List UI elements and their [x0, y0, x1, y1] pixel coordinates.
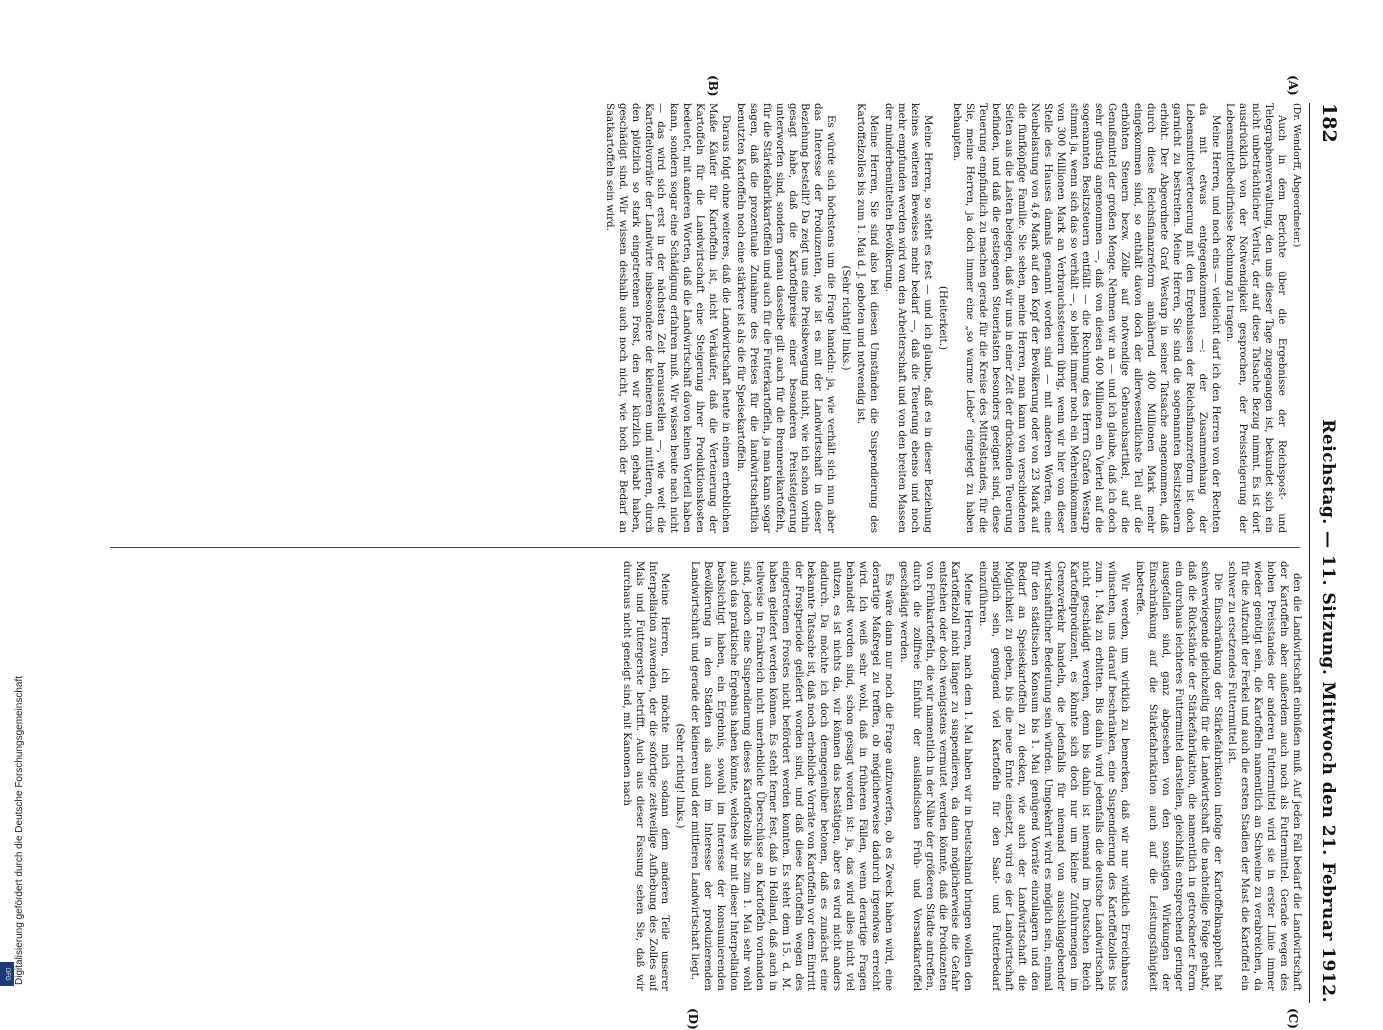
margin-marker-c: (C): [1286, 1008, 1300, 1029]
page-number: 182: [1318, 103, 1340, 143]
footer-strip: [0, 0, 14, 1000]
interjection: (Sehr richtig! links.): [674, 723, 686, 829]
paragraph: Meine Herren, Sie sind also bei diesen Umständen die Suspendierung des Kartoffelzolles bis zum 1. Mai d. J. geboten und notwendig ist.: [855, 103, 879, 533]
column-divider: [110, 547, 1300, 548]
left-column: [107, 103, 1302, 533]
paragraph: Meine Herren, und noch eins — vielleicht darf ich den Herren von der Rechten da mit etwas entgegenkommen —: der Zusammenhang der Lebensmittelverteuerung mit den Ergebnissen der Reichsfinanzreform ist doch garnicht zu bestreiten. Meine Herren, Sie sind die sogenannten Besitzsteuern erhöht. Der Abgeordnete Graf Westarp in seiner Tatsache angenommen, daß durch diese Reichsfinanzreform annähernd 400 Millionen Mark mehr eingekommen sind, so enthält davon doch der allerwesentlichste Teil auf die erhöhten Steuern bezw. Zölle auf notwendige Gebrauchsartikel, auf die Genußmittel der großen Menge. Nehmen wir an — und ich glaube, daß ich doch sehr günstig angenommen —, daß von diesen 400 Millionen ein Viertel auf die sogenannten Besitzsteuern entfällt — die Rechnung des Herrn Grafen Westarp stimmt ja, wenn sich das so verhält —, so bleibt immer noch ein Mehreinkommen von 300 Millionen Mark an Verbrauchssteuern übrig, wenn wir hier von dieser Stelle des Hauses damals genannt worden sind — mit anderen Worten, eine Neubelastung von 4,6 Mark auf den Kopf der Bevölkerung oder von 23 Mark auf die fünfköpfige Familie. Sie sehen, meine Herren, man kann von verschiedenen Seiten aus die Lasten belegen, daß wir uns in einer Zeit der drückenden Teuerung befinden, und daß die gestiegenen Steuerlasten besonders geeignet sind, diese Teuerung empfindlich zu machen gerade für die Kreise des Mittelstandes, für die Sie, meine Herren, ja doch immer eine „so warme Liebe“ eingelegt zu haben behaupten.: [951, 103, 1221, 533]
margin-marker-d: (D): [686, 1008, 700, 1030]
page-header: [1309, 103, 1340, 1003]
paragraph: Die Einschränkung der Stärkefabrikation infolge der Kartoffelknappheit hat schwerwiegende gleichzeitig für die Landwirtschaft die nachteilige Folge gehabt, daß die Rückstände der Stärkefabrikation, die namentlich in getrockneter Form ein durchaus leichteres Futtermittel darstellen, gleichfalls entsprechend geringer ausgefallen sind, ganz abgesehen von den sonstigen Wirkungen der Einschränkung auf die Stärkefabrikation auch auf die Leistungsfähigkeit inbetreffe.: [1134, 561, 1223, 991]
paragraph: Wir werden, um wirklich zu bemerken, daß wir nur wirklich Erreichbares wünschen, uns darauf beschränken, eine Suspendierung des Kartoffelzolles bis zum 1. Mai zu erbitten. Bis dahin wird jedenfalls die deutsche Landwirtschaft nicht geschädigt werden, denn bis dahin ist niemand im Deutschen Reich Kartoffelproduzent, es könnte sich doch nur um kleine Zufuhrmengen im Grenzverkehr handeln, die jedenfalls für niemand von ausschlaggebender wirtschaftlicher Bedeutung sein würden. Umgekehrt wird es möglich sein, einmal für den städtischen Konsum bis 1. Mai genügend Vorräte einzulagern und den Bedarf an Speisekartoffeln zu decken, wie auch der Landwirtschaft die Möglichkeit zu geben, bis die neue Ernte einsetzt, wird es der Landwirtschaft möglich sein, genügend viel Kartoffeln für den Saat- und Futterbedarf einzuführen.: [977, 561, 1131, 991]
interjection: (Sehr richtig! links.): [840, 265, 852, 371]
digitization-credit: Digitalisierung gefördert durch die Deutsche Forschungsgemeinschaft: [14, 675, 25, 985]
paragraph: Meine Herren, so steht es fest — und ich glaube, daß es in dieser Beziehung keines weiteren Beweises mehr bedarf —, daß die Teuerung ebenso und noch mehr empfunden werden wird von den Arbeiterschaft und von den breiten Massen der minderbemittelten Bevölkerung.: [882, 103, 933, 533]
paragraph: den die Landwirtschaft einbüßen muß. Auf jeden Fall bedarf die Landwirtschaft der Kartoffeln aber außerdem auch noch als Futtermittel. Gerade wegen des hohen Preisstandes der anderen Futtermittel wird sie in erster Linie immer wieder genötigt sein, die Kartoffeln namentlich an Schweine zu verabreichen, da für die Aufzucht der Ferkel und auch die ersten Stadien der Mast die Kartoffel ein schwer zu ersetzendes Futtermittel ist.: [1226, 561, 1302, 991]
right-column: [107, 561, 1302, 991]
paragraph: Es wäre dann nur noch die Frage aufzuwerfen, ob es Zweck haben wird, eine derartige Maßregel zu treffen, ob möglicherweise dadurch irgendwas erreicht wird. Ich weiß sehr wohl, daß in früheren Fällen, wenn derartige Fragen behandelt worden sind, schon gesagt worden ist: ja, das wird alles nicht viel nützen, es ist nichts da, wir können das bestätigen, aber es wird nicht anders dadurch. Da möchte ich doch demgegenüber betonen, daß es zunächst eine bekannte Tatsache ist, daß noch erhebliche Vorräte von Kartoffeln vor dem Eintritt der Frostperiode geliefert worden sind, und daß diese Kartoffeln wegen des eingetretenen Frostes nicht befördert werden konnten. Es steht dem 15. d. M. haben geliefert werden können. Es steht ferner fest, daß in Holland, daß auch in teilweise in Frankreich nicht unerhebliche Überschüsse an Kartoffeln vorhanden sind, jedoch eine Suspendierung dieses Kartoffelzolls bis zum 1. Mai sehr wohl auch das praktische Ergebnis haben könnte, welches wir mit dieser Interpellation beabsichtigt haben, ein Ergebnis, sowohl im Interesse der konsumierenden Bevölkerung in den Städten als auch im Interesse der produzierenden Landwirtschaft und gerade der kleineren und der mittleren Landwirtschaft liegt.: [689, 561, 894, 991]
paragraph: Meine Herren, ich möchte mich sodann dem anderen Teile unserer Interpellation zuwenden, der die sofortige zeitweilige Aufhebung des Zolles auf Mais und Futtergerste betrifft. Auch aus dieser Fassung sehen Sie, daß wir durchaus nicht geneigt sind, mit Kanonen nach: [620, 561, 671, 991]
paragraph: Auch in dem Berichte über die Ergebnisse der Reichspost- und Telegraphenverwaltung, den uns dieser Tage zugegangen ist, bekundet sich ein nicht unbeträchtlicher Verlust, der auf diese Tatsache Bezug nimmt. Es ist dort ausdrücklich von der Notwendigkeit gesprochen, der Preissteigerung der Lebensmittelbedürfnisse Rechnung zu tragen.: [1224, 103, 1288, 533]
page-title: Reichstag. — 11. Sitzung. Mittwoch den 21. Februar 1912.: [1318, 419, 1338, 1003]
dfg-logo: DFG: [0, 962, 14, 986]
paragraph: Meine Herren, nach dem 1. Mai haben wir in Deutschland bringen wollen den Kartoffelzoll nicht länger zu suspendieren, da dann möglicherweise die Gefahr entstehen oder doch wenigstens vermutet werden könnte, daß die Produzenten von Frühkartoffeln, die wir namentlich in der Nähe der größeren Städte antreffen, durch die zollfreie Einfuhr der ausländischen Früh- und Vorsaatkartoffel geschädigt werden.: [897, 561, 974, 991]
interjection: (Heiterkeit.): [936, 286, 948, 350]
paragraph: Daraus folgt ohne weiteres, daß die Landwirtschaft heute in einem erheblichen Maße Käufer für Kartoffeln ist, nicht Verkäufer, daß die Verteuerung der Kartoffeln für die Landwirtschaft eine Steigerung ihrer Produktionskosten bedeutet, mit anderen Worten, daß die Landwirtschaft davon keinen Vorteil haben kann, sondern sogar eine Schädigung erfahren muß. Wir wissen heute nach nicht — das wird sich erst in der nächsten Zeit herausstellen —, wie weit die Kartoffelvorräte der Landwirte insbesondere der kleineren und mittleren, durch den plötzlich so stark eingetretenen Frost, den wir kürzlich gehabt haben, geschädigt sind. Wir wissen deshalb auch noch nicht, wie hoch der Bedarf an Saatkartoffeln sein wird.: [603, 103, 732, 533]
scanned-page: [40, 55, 1340, 1030]
margin-marker-a: (A): [1286, 75, 1300, 96]
paragraph: Es würde sich höchstens um die Frage handeln: ja, wie verhält sich nun aber das Interesse der Produzenten, wie ist es mit der Landwirtschaft in dieser Beziehung bestellt? Da zeigt uns eine Preisbewegung nicht, wie ich schon vorhin gesagt habe, daß die Kartoffelpreise einer besonderen Preissteigerung unterworfen sind, sondern genau dasselbe gilt auch für die Brennereikartoffeln, für die Stärkefabrikkartoffeln und auch für die Futterkartoffeln, ja man kann sogar sagen, daß die prozentuale Zunahme des Preises für die landwirtschaftlich benutzten Kartoffeln noch eine stärkere ist als die für Speisekartoffeln.: [734, 103, 837, 533]
margin-marker-b: (B): [706, 75, 720, 97]
rotated-document: [100, 75, 1340, 1030]
speaker-line: (Dr. Wendorff, Abgeordneter.): [1291, 103, 1302, 248]
